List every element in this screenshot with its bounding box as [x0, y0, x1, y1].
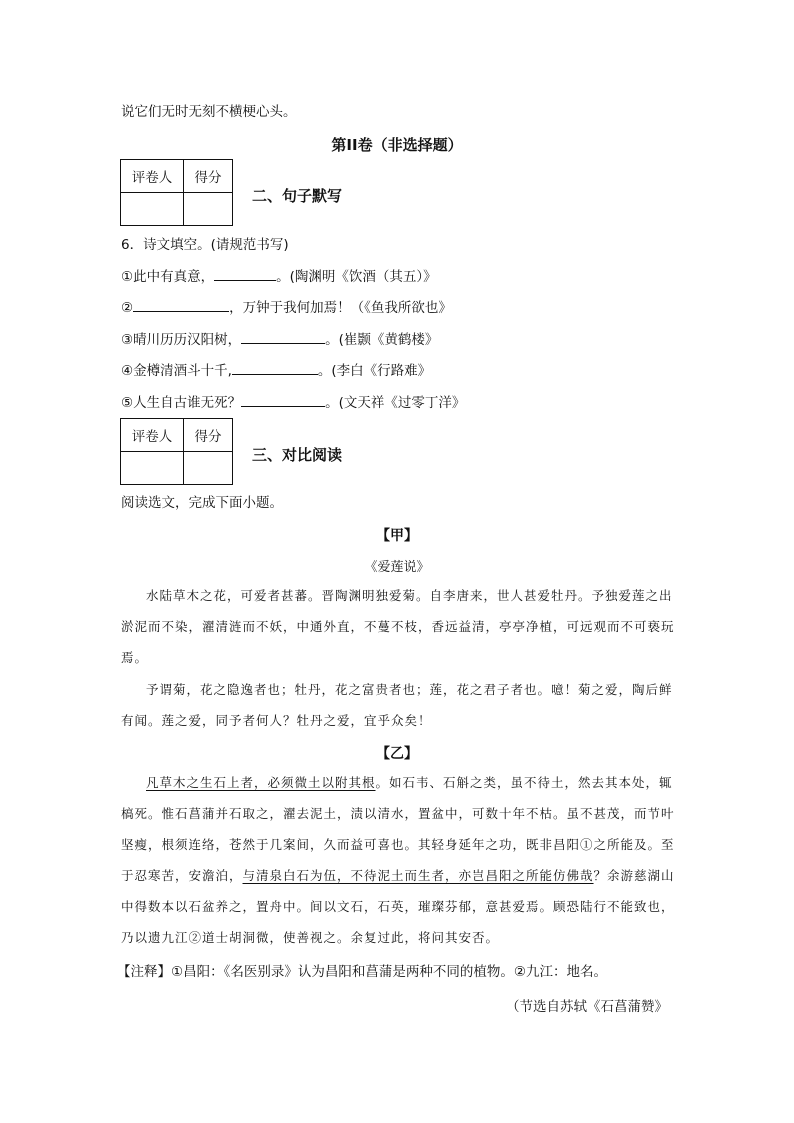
grader-col-reviewer: 评卷人	[121, 419, 184, 452]
passage-yi-paragraph: 凡草木之生石上者，必须微土以附其根。如石韦、石斛之类，虽不待土，然去其本处，辄槁死。惟石菖蒲并石取之，濯去泥土，渍以清水，置盆中，可数十年不枯。虽不甚茂，而节叶坚瘦，根须连络，苍然于几案间，久而益可喜也。其轻身延年之功，既非昌阳①之所能及。至于忍寒苦，安澹泊，与清泉白石为伍，不待泥土而生者，亦岂昌阳之所能仿佛哉？余游慈湖山中得数本以石盆养之，置舟中。间以文石，石英，璀璨芬郁，意甚爱焉。顾恐陆行不能致也，乃以遗九江②道士胡洞微，使善视之。余复过此，将问其安否。	[121, 775, 675, 945]
grader-cell-reviewer	[121, 193, 184, 226]
annotation-note: 【注释】①昌阳：《名医别录》认为昌阳和菖蒲是两种不同的植物。②九江：地名。	[117, 964, 607, 980]
passage-jia-paragraph-2: 予谓菊，花之隐逸者也；牡丹，花之富贵者也；莲，花之君子者也。噫！菊之爱，陶后鲜有闻。莲之爱，同予者何人？牡丹之爱，宜乎众矣！	[121, 682, 673, 728]
grader-cell-score	[184, 193, 233, 226]
part2-title: 二、句子默写	[252, 187, 343, 205]
passage-yi-label: 【乙】	[376, 746, 418, 762]
grader-cell-reviewer	[121, 452, 184, 485]
grader-col-score: 得分	[184, 160, 233, 193]
fill-item-3: ③晴川历历汉阳树， 。(崔颢《黄鹤楼》	[121, 332, 439, 348]
passage-source: （节选自苏轼《石菖蒲赞》	[506, 999, 668, 1015]
reading-instruction: 阅读选文，完成下面小题。	[121, 495, 283, 511]
passage-jia-paragraph-1: 水陆草木之花，可爱者甚蕃。晋陶渊明独爱菊。自李唐来，世人甚爱牡丹。予独爱莲之出淤泥而不染，濯清涟而不妖，中通外直，不蔓不枝，香远益清，亭亭净植，可远观而不可亵玩焉。	[121, 588, 675, 665]
fill-item-5: ⑤人生自古谁无死？ 。(文天祥《过零丁洋》	[121, 395, 466, 411]
fill-item-1: ①此中有真意， 。(陶渊明《饮酒（其五）》	[121, 269, 437, 285]
part3-title: 三、对比阅读	[252, 446, 343, 464]
grader-table-2	[120, 418, 233, 485]
answer-blank[interactable]	[232, 361, 318, 375]
answer-blank[interactable]	[241, 393, 325, 407]
passage-jia-label: 【甲】	[376, 528, 418, 544]
fill-item-4: ④金樽清酒斗十千, 。(李白《行路难》	[121, 363, 432, 379]
answer-blank[interactable]	[214, 267, 276, 281]
underlined-sentence-1: 凡草木之生石上者，必须微土以附其根	[146, 775, 376, 790]
section-title: 第II卷（非选择题）	[331, 136, 463, 154]
underlined-sentence-2: 与清泉白石为伍，不待泥土而生者，亦岂昌阳之所能仿佛哉	[242, 868, 594, 883]
intro-line: 说它们无时无刻不横梗心头。	[121, 104, 297, 120]
answer-blank[interactable]	[133, 298, 229, 312]
grader-col-score: 得分	[184, 419, 233, 452]
grader-table-1	[120, 159, 233, 226]
grader-cell-score	[184, 452, 233, 485]
fill-item-2: ② ，万钟于我何加焉！（《鱼我所欲也》	[121, 300, 452, 316]
passage-jia-title: 《爱莲说》	[364, 560, 430, 575]
answer-blank[interactable]	[241, 330, 325, 344]
grader-col-reviewer: 评卷人	[121, 160, 184, 193]
question-6: 6．诗文填空。(请规范书写)	[121, 237, 289, 253]
